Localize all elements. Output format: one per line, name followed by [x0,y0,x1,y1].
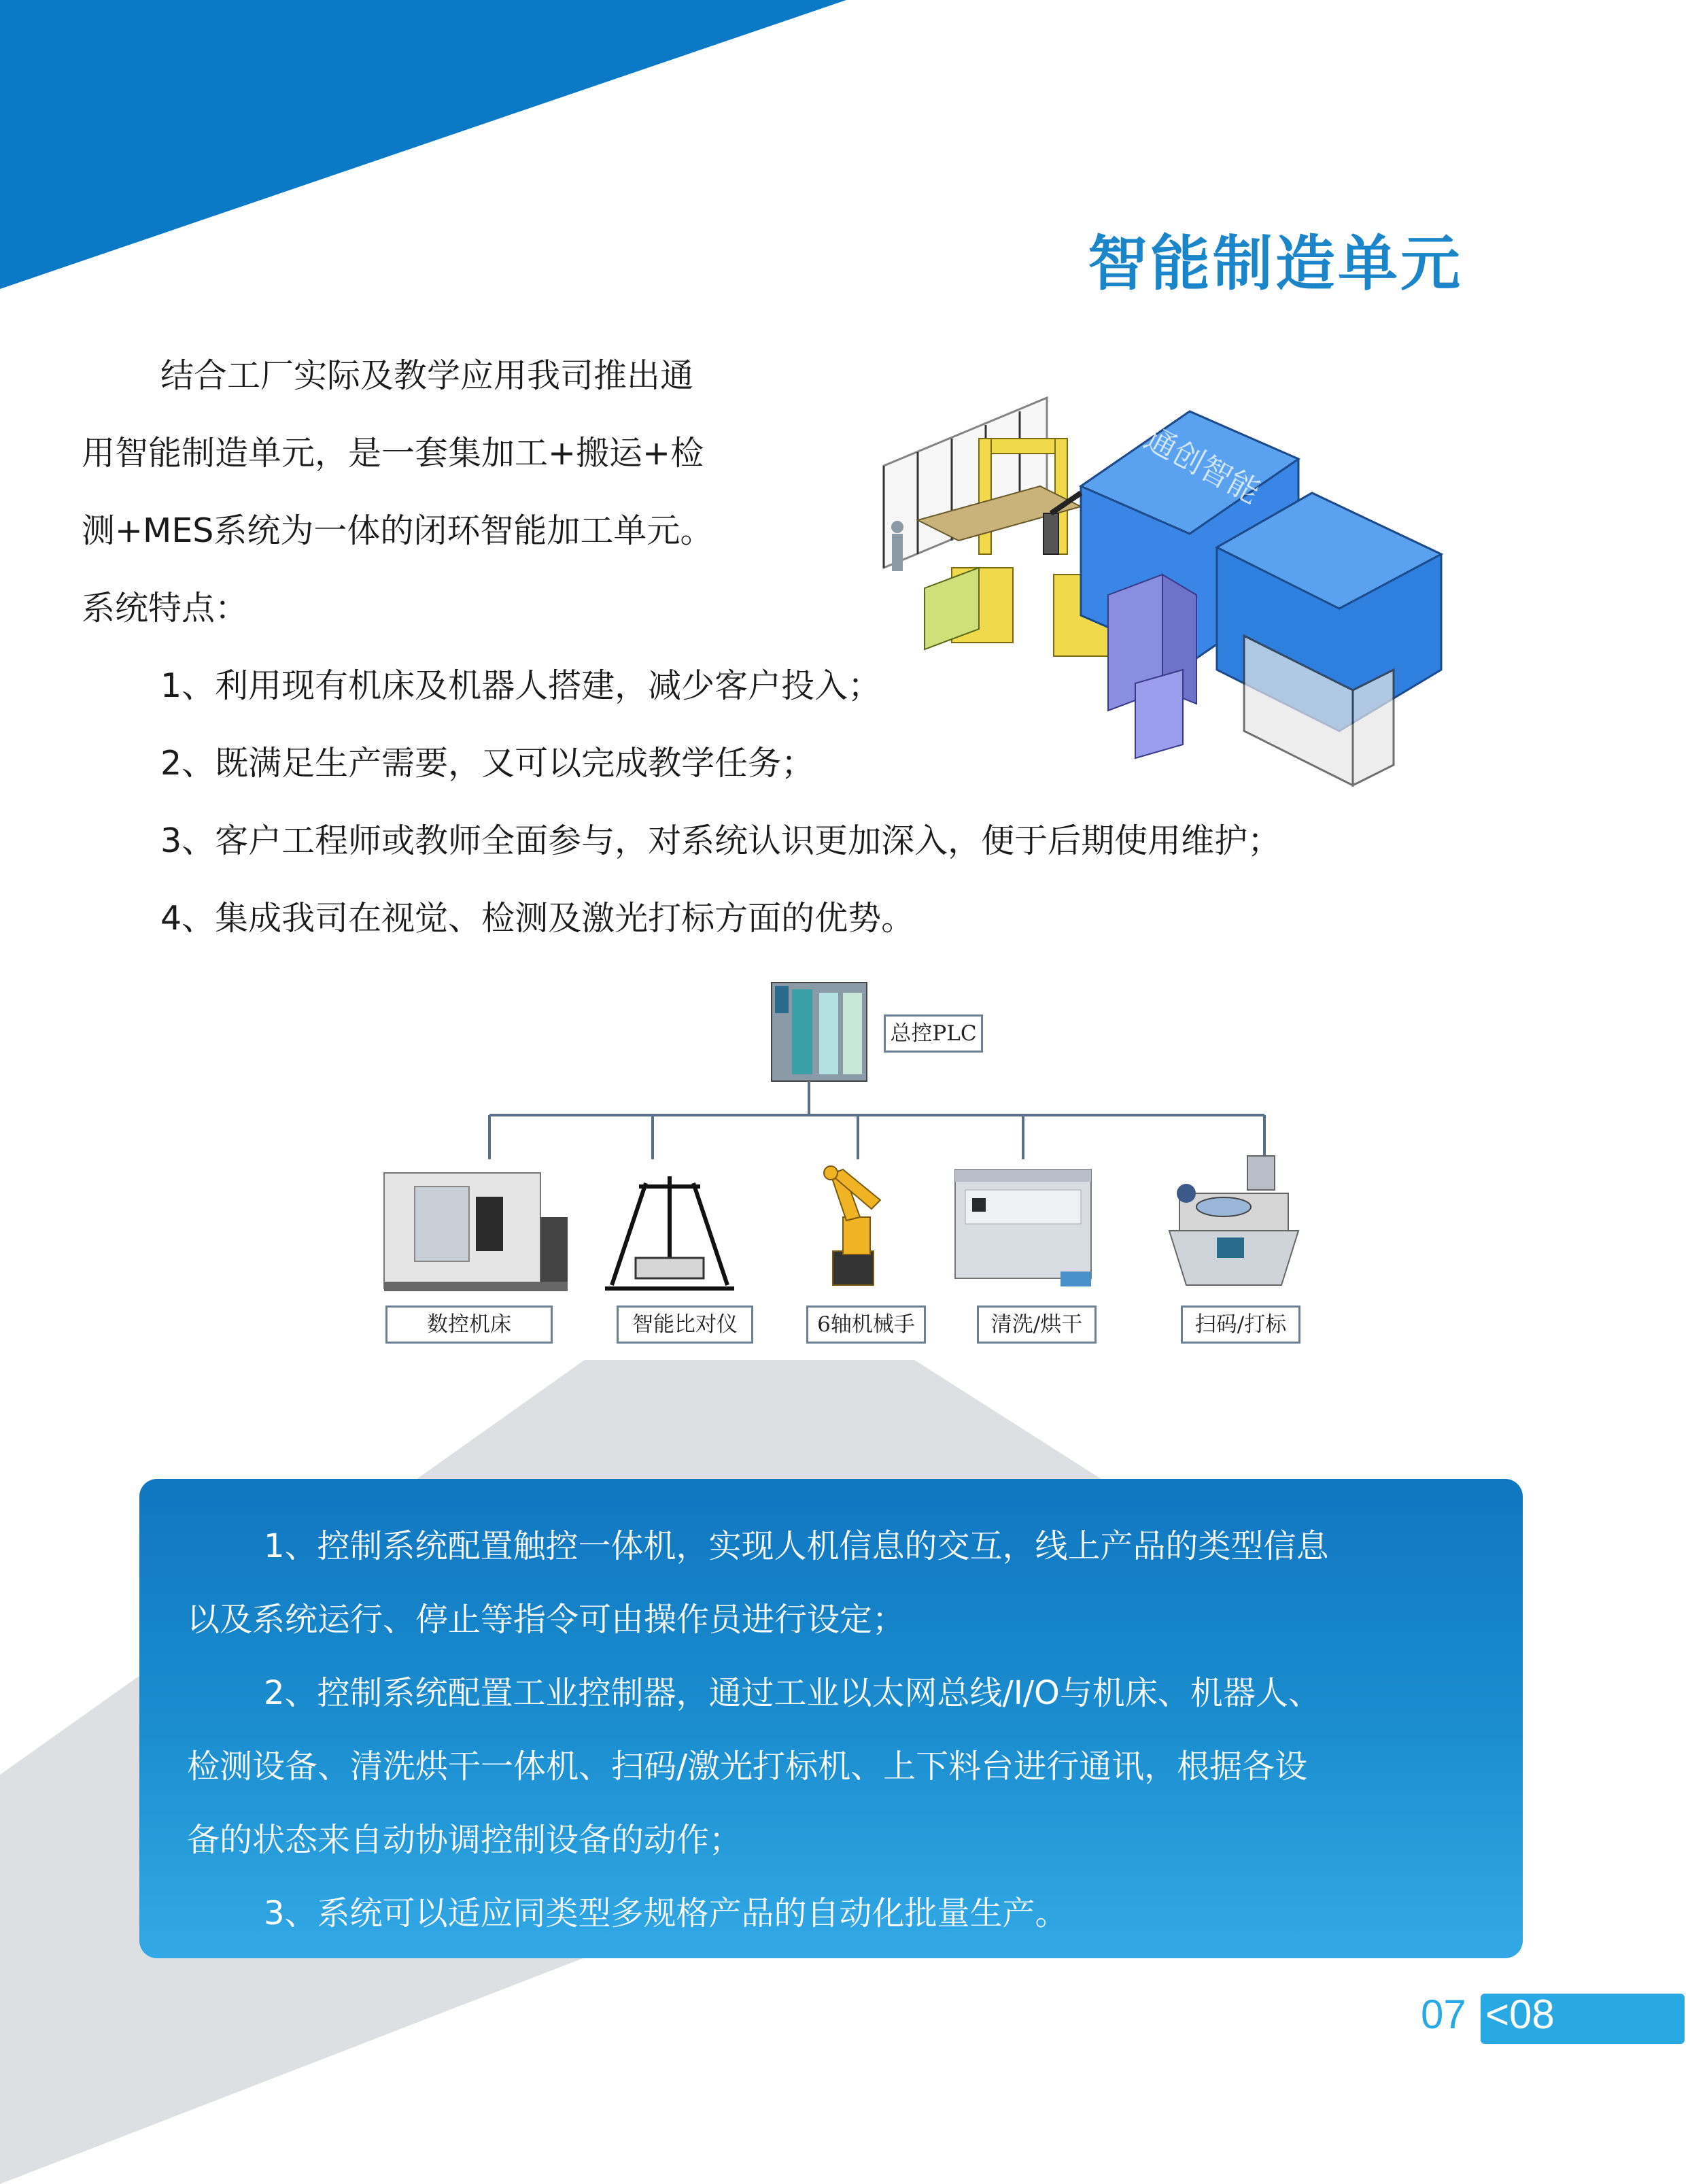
device-label-comparator: 智能比对仪 [617,1306,753,1344]
feature-item: 2、既满足生产需要，又可以完成教学任务； [160,744,815,783]
scan-marker-icon [1169,1156,1298,1285]
feature-item: 1、利用现有机床及机器人搭建，减少客户投入； [160,666,882,705]
page-number-current: 07 [1421,1992,1466,2037]
feature-item: 4、集成我司在视觉、检测及激光打标方面的优势。 [160,899,915,938]
intro-line: 测+MES系统为一体的闭环智能加工单元。 [82,511,714,550]
smart-comparator-icon [605,1176,734,1289]
panel-line: 2、控制系统配置工业控制器，通过工业以太网总线/I/O与机床、机器人、 [264,1674,1321,1712]
device-label-robot: 6轴机械手 [806,1306,926,1344]
feature-item: 3、客户工程师或教师全面参与，对系统认识更加深入，便于后期使用维护； [160,821,1281,860]
intro-line: 结合工厂实际及教学应用我司推出通 [160,356,694,395]
device-label-cnc: 数控机床 [385,1306,553,1344]
panel-line: 以及系统运行、停止等指令可由操作员进行设定； [187,1601,906,1639]
panel-line: 1、控制系统配置触控一体机，实现人机信息的交互，线上产品的类型信息 [264,1527,1329,1565]
cnc-lathe-icon [384,1173,568,1291]
device-label-cleaner: 清洗/烘干 [977,1306,1097,1344]
robot-arm-icon [824,1166,880,1285]
plc-controller-icon [772,983,867,1081]
panel-line: 备的状态来自动协调控制设备的动作； [187,1821,742,1859]
intro-line: 用智能制造单元，是一套集加工+搬运+检 [82,434,704,473]
cleaner-dryer-icon [955,1170,1091,1286]
features-heading: 系统特点： [82,589,249,628]
plc-label: 总控PLC [884,1014,983,1053]
page-number-next[interactable]: <08 [1485,1992,1555,2037]
device-label-marker: 扫码/打标 [1181,1306,1300,1344]
watermark-text: 通创智能 [1138,420,1266,511]
panel-line: 检测设备、清洗烘干一体机、扫码/激光打标机、上下料台进行通讯，根据各设 [187,1747,1308,1786]
panel-line: 3、系统可以适应同类型多规格产品的自动化批量生产。 [264,1894,1068,1932]
control-system-panel [139,1479,1523,1958]
page-title: 智能制造单元 [1088,228,1464,298]
